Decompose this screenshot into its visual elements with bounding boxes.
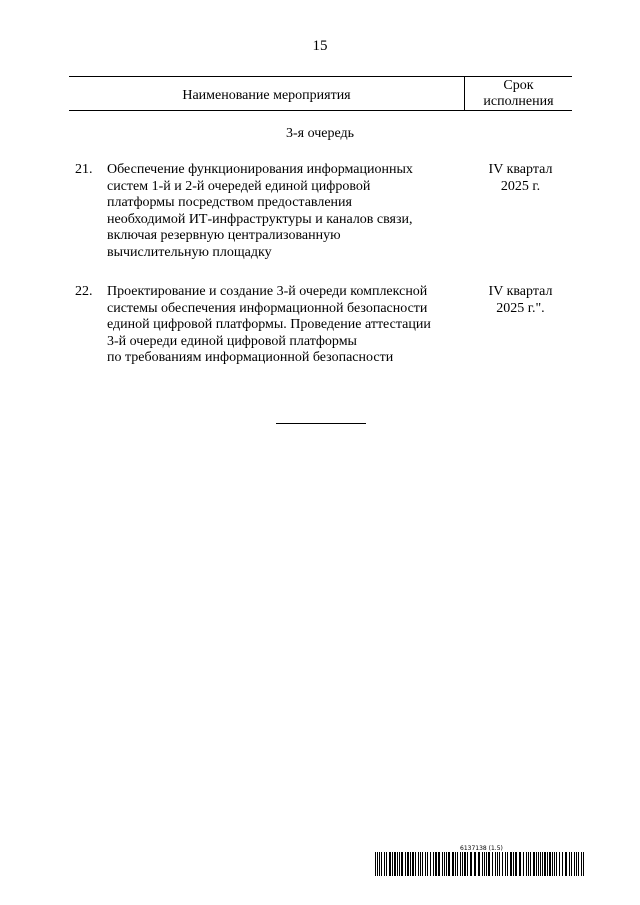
barcode-bar: [420, 852, 421, 876]
barcode-bar: [444, 852, 445, 876]
barcode-bar: [492, 852, 493, 876]
barcode-bar: [392, 852, 393, 876]
barcode-bar: [422, 852, 423, 876]
header-deadline-column: [465, 78, 572, 110]
row-deadline-line: 2025 г.: [500, 178, 541, 194]
barcode-bar: [410, 852, 411, 876]
barcode-bar: [379, 852, 380, 876]
barcode-bar: [583, 852, 584, 876]
barcode-bar: [519, 852, 521, 876]
barcode-bar: [538, 852, 539, 876]
row-deadline-line: IV квартал: [488, 284, 553, 299]
barcode-bar: [547, 852, 548, 876]
barcode-bar: [552, 852, 553, 876]
barcode-bar: [556, 852, 557, 876]
barcode-bar: [533, 852, 535, 876]
row-text: [107, 284, 462, 367]
document-code: 6137138 (1.5): [460, 845, 503, 852]
barcode-bar: [482, 852, 483, 876]
row-text: [107, 162, 462, 261]
barcode-bar: [386, 852, 387, 876]
barcode-bar: [460, 852, 461, 876]
barcode-bar: [530, 852, 531, 876]
page-number: 15: [312, 38, 328, 54]
barcode-bar: [502, 852, 503, 876]
barcode-bar: [415, 852, 416, 876]
row-deadline-line: 2025 г.".: [496, 300, 545, 316]
barcode-bar: [559, 852, 560, 876]
barcode-bar: [381, 852, 382, 876]
barcode-bar: [495, 852, 496, 876]
barcode-bar: [542, 852, 543, 876]
header-deadline-line: Срок: [503, 78, 534, 93]
barcode-bar: [554, 852, 555, 876]
barcode-bar: [407, 852, 409, 876]
barcode-bar: [544, 852, 546, 876]
row-text-line: систем 1-й и 2-й очередей единой цифровой: [107, 178, 371, 194]
barcode-bar: [467, 852, 468, 876]
header-deadline-line: исполнения: [483, 94, 554, 109]
barcode-bar: [433, 852, 434, 876]
barcode-bar: [571, 852, 572, 876]
row-deadline: [469, 162, 572, 195]
row-text-line: платформы посредством предоставления: [107, 195, 352, 210]
row-deadline-line: IV квартал: [488, 162, 553, 177]
barcode-bar: [405, 852, 406, 876]
barcode-bar: [464, 852, 466, 876]
barcode-bar: [488, 852, 490, 876]
row-text-line: единой цифровой платформы. Проведение аттестации: [107, 317, 431, 332]
row-text-line: 3-й очереди единой цифровой платформы: [107, 333, 357, 349]
barcode-bar: [397, 852, 398, 876]
barcode-bar: [581, 852, 582, 876]
barcode-bar: [389, 852, 391, 876]
barcode-bar: [427, 852, 428, 876]
barcode-bar: [576, 852, 577, 876]
barcode-bar: [430, 852, 431, 876]
barcode-bar: [486, 852, 487, 876]
row-number: 21.: [75, 162, 93, 177]
barcode-bar: [507, 852, 508, 876]
row-text-line: по требованиям информационной безопасности: [107, 350, 394, 365]
barcode-bar: [446, 852, 447, 876]
barcode-bar: [470, 852, 472, 876]
row-text-line: Проектирование и создание 3-й очереди комплексной: [107, 284, 428, 299]
barcode-bar: [540, 852, 541, 876]
barcode-bar: [448, 852, 450, 876]
barcode-bar: [412, 852, 414, 876]
barcode-bar: [418, 852, 419, 876]
row-deadline: [469, 284, 572, 317]
barcode-bar: [438, 852, 440, 876]
table-header: [69, 76, 572, 111]
barcode-bar: [536, 852, 537, 876]
barcode-bar: [399, 852, 400, 876]
barcode-bar: [578, 852, 579, 876]
barcode-bar: [562, 852, 563, 876]
barcode-bar: [510, 852, 512, 876]
row-number: 22.: [75, 284, 93, 299]
barcode-bar: [515, 852, 517, 876]
barcode-bar: [401, 852, 403, 876]
barcode-bar: [435, 852, 437, 876]
row-text-line: включая резервную централизованную: [107, 228, 341, 243]
header-name-column: Наименование мероприятия: [182, 87, 351, 103]
barcode-image: [375, 852, 585, 876]
row-text-line: вычислительную площадку: [107, 244, 272, 260]
barcode-bar: [474, 852, 476, 876]
closing-separator-line: [276, 423, 366, 424]
barcode-bar: [457, 852, 458, 876]
barcode-bar: [528, 852, 529, 876]
barcode-bar: [549, 852, 551, 876]
barcode-bar: [452, 852, 454, 876]
barcode-bar: [526, 852, 527, 876]
row-text-line: Обеспечение функционирования информационных: [107, 162, 413, 177]
barcode-bar: [565, 852, 567, 876]
section-title: 3-я очередь: [285, 126, 355, 141]
barcode-bar: [523, 852, 524, 876]
row-text-line: необходимой ИТ-инфраструктуры и каналов связи,: [107, 211, 413, 227]
barcode-bar: [513, 852, 514, 876]
barcode-bar: [394, 852, 396, 876]
barcode-bar: [375, 852, 376, 876]
barcode-bar: [442, 852, 443, 876]
barcode-bar: [499, 852, 500, 876]
barcode-bar: [425, 852, 426, 876]
barcode-bar: [484, 852, 485, 876]
barcode-bar: [569, 852, 570, 876]
barcode-bar: [478, 852, 480, 876]
barcode-bar: [455, 852, 456, 876]
barcode-bar: [462, 852, 463, 876]
barcode-bar: [505, 852, 506, 876]
row-text-line: системы обеспечения информационной безопасности: [107, 300, 428, 316]
barcode-bar: [377, 852, 378, 876]
barcode-bar: [384, 852, 385, 876]
barcode-bar: [574, 852, 575, 876]
barcode-bar: [497, 852, 498, 876]
